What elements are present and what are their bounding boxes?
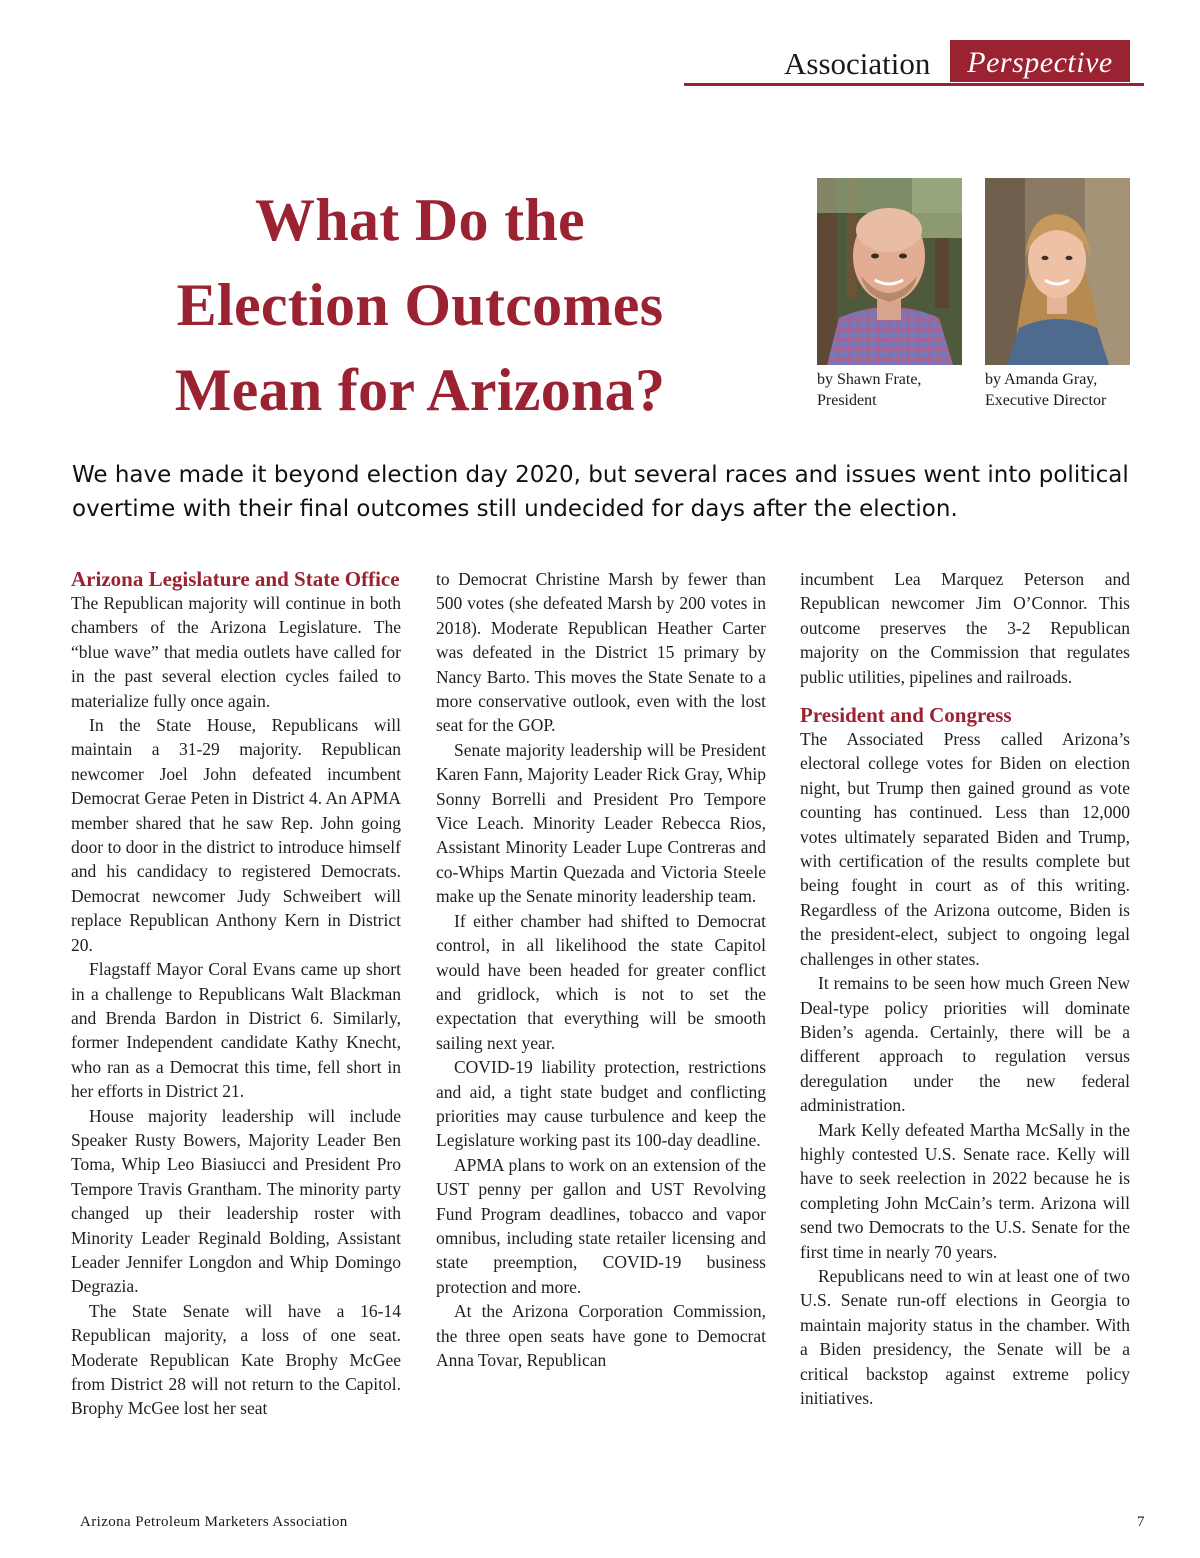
paragraph: Mark Kelly defeated Martha McSally in the highly contested U.S. Senate race. Kelly will have to seek reelection in 2022 because he is completing John McCain’s term. Arizona will send two Democrats to the U.S. Senate for the first time in nearly 70 years. [800,1119,1130,1262]
footer-publication: Arizona Petroleum Marketers Association [80,1514,348,1530]
text-column-3 [800,567,1130,1410]
paragraph: In the State House, Republicans will maintain a 31-29 majority. Republican newcomer Joel John defeated incumbent Democrat Gerae Peten in District 4. An APMA member shared that he saw Rep. John going door to door in the district to introduce himself and his candidacy to registered Democrats. Democrat newcomer Judy Schweibert will replace Republican Anthony Kern in District 20. [71,715,401,955]
paragraph: APMA plans to work on an extension of the UST penny per gallon and UST Revolving Fund Program deadlines, tobacco and vapor omnibus, including state retailer licensing and state preemption, COVID-19 business protection and more. [436,1154,766,1297]
header-rule [684,83,1144,86]
section-heading-legislature: Arizona Legislature and State Office [71,567,400,591]
paragraph: The State Senate will have a 16-14 Republican majority, a loss of one seat. Moderate Republican Kate Brophy McGee from District 28 will not return to the Capitol. Brophy McGee lost her seat [71,1300,401,1419]
title-line: Election Outcomes [176,272,664,338]
paragraph: Senate majority leadership will be President Karen Fann, Majority Leader Rick Gray, Whip Sonny Borrelli and President Pro Tempore Vice Leach. Minority Leader Rebecca Rios, Assistant Minority Leader Lupe Contreras and co-Whips Martin Quezada and Victoria Steele make up the Senate minority leadership team. [436,739,766,907]
paragraph: If either chamber had shifted to Democrat control, in all likelihood the state Capitol would have been headed for greater conflict and gridlock, which is not to set the expectation that everything will be smooth sailing next year. [436,910,766,1053]
paragraph: COVID-19 liability protection, restrictions and aid, a tight state budget and conflicting priorities may cause turbulence and keep the Legislature working past its 100-day deadline. [436,1057,766,1151]
author-role: Executive Director [985,392,1107,409]
text-column-1 [71,567,401,1421]
paragraph-continued: incumbent Lea Marquez Peterson and Republican newcomer Jim O’Connor. This outcome preserves the 3-2 Republican majority on the Commission that regulates public utilities, pipelines and railroads. [800,569,1130,687]
paragraph: House majority leadership will include Speaker Rusty Bowers, Majority Leader Ben Toma, Whip Leo Biasiucci and President Pro Tempore Travis Grantham. The minority party changed up their leadership roster with Minority Leader Reginald Bolding, Assistant Leader Jennifer Longdon and Whip Domingo Degrazia. [71,1105,401,1297]
paragraph: The Republican majority will continue in both chambers of the Arizona Legislature. The “blue wave” that media outlets have called for in the past several election cycles failed to materialize fully once again. [71,593,401,711]
lede-line: overtime with their final outcomes still undecided for days after the election. [72,496,958,522]
article-title [60,178,780,433]
author-name: by Amanda Gray, [985,371,1098,388]
title-line: Mean for Arizona? [174,357,666,423]
text-column-2 [436,567,766,1372]
page-number: 7 [1137,1514,1145,1530]
paragraph: Flagstaff Mayor Coral Evans came up short in a challenge to Republicans Walt Blackman and Brenda Bardon in District 6. Similarly, former Independent candidate Kathy Knecht, who ran as a Democrat this time, fell short in her efforts in District 21. [71,959,401,1102]
title-line: What Do the [255,187,585,253]
paragraph: At the Arizona Corporation Commission, the three open seats have gone to Democrat Anna Tovar, Republican [436,1301,766,1370]
author-name: by Shawn Frate, [817,371,922,388]
lede-line: We have made it beyond election day 2020, but several races and issues went into political [72,462,1129,488]
paragraph: Republicans need to win at least one of two U.S. Senate run-off elections in Georgia to maintain majority status in the chamber. With a Biden presidency, the Senate will be a critical backstop against extreme policy initiatives. [800,1265,1130,1408]
author-role: President [817,392,877,409]
article-lede [72,458,1142,526]
section-label-association: Association [784,46,931,81]
paragraph: The Associated Press called Arizona’s electoral college votes for Biden on election night, but Trump then gained ground as vote counting has continued. Less than 12,000 votes ultimately separated Biden and Trump, with certification of the results complete but being fought in court as of this writing. Regardless of the Arizona outcome, Biden is the president-elect, subject to ongoing legal challenges in other states. [800,729,1130,969]
paragraph-continued: to Democrat Christine Marsh by fewer than 500 votes (she defeated Marsh by 200 votes in 2018). Moderate Republican Heather Carter was defeated in the District 15 primary by Nancy Barto. This moves the State Senate to a more conservative outlook, even with the lost seat for the GOP. [436,569,766,736]
author-byline [985,369,1106,411]
section-label-perspective: Perspective [950,40,1130,82]
author-photo-shawn-frate [817,178,962,365]
author-photo-amanda-gray [985,178,1130,365]
author-byline [817,369,921,411]
section-heading-president: President and Congress [800,703,1012,728]
paragraph: It remains to be seen how much Green New Deal-type policy priorities will dominate Biden’s agenda. Certainly, there will be a different approach to regulation versus deregulation under the new federal administration. [800,973,1130,1116]
